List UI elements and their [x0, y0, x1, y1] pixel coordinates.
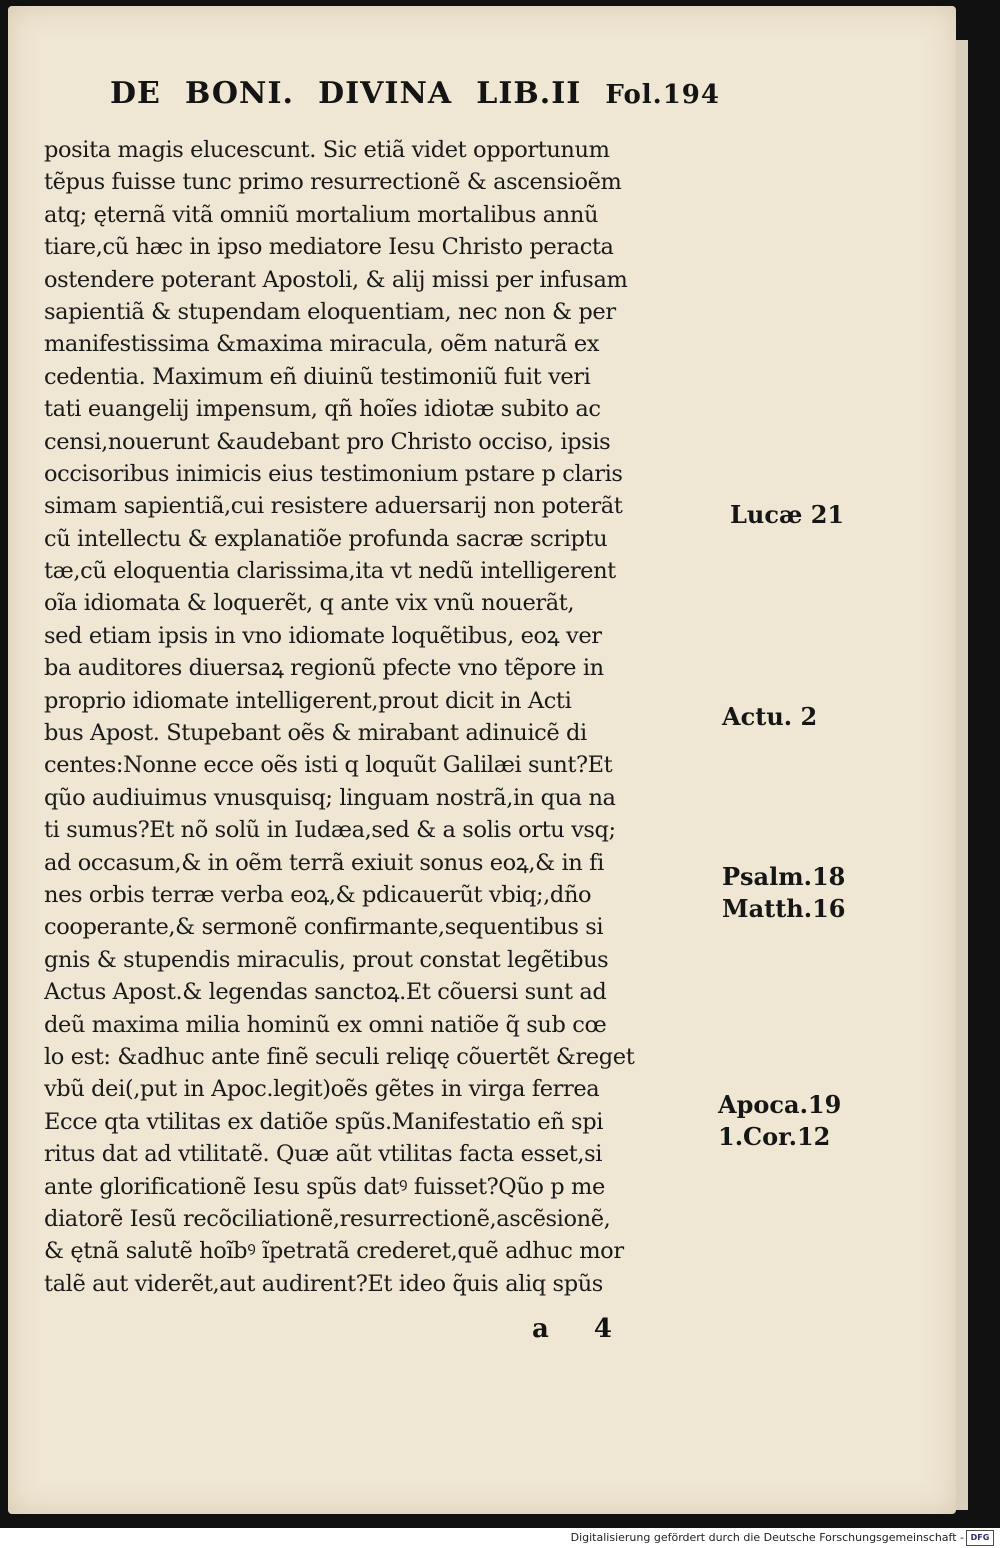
text-line: ba auditores diuersaꝝ regionũ pfecte vno tẽpore in: [44, 655, 604, 682]
margin-note-actu: Actu. 2: [722, 702, 818, 731]
margin-note-psalm: Psalm.18: [722, 862, 846, 891]
text-line: & ętnã salutẽ hoĩbꝰ ĩpetratã crederet,quẽ adhuc mor: [44, 1238, 624, 1265]
text-line: nes orbis terræ verba eoꝝ,& pdicauerũt vbiq;,dño: [44, 881, 592, 908]
text-line: cooperante,& sermonẽ confirmante,sequentibus si: [44, 914, 604, 941]
margin-note-matth: Matth.16: [722, 894, 846, 923]
text-line: Actus Apost.& legendas sanctoꝝ.Et cõuersi sunt ad: [44, 979, 607, 1006]
text-line: atq; ęternã vitã omniũ mortalium mortalibus annũ: [44, 201, 599, 228]
text-line: Ecce qta vtilitas ex datiõe spũs.Manifestatio eñ spi: [44, 1108, 603, 1135]
text-line: tæ,cũ eloquentia clarissima,ita vt nedũ intelligerent: [44, 558, 616, 585]
text-line: sed etiam ipsis in vno idiomate loquẽtibus, eoꝝ ver: [44, 622, 602, 649]
folio-number: Fol.194: [605, 80, 720, 110]
text-line: proprio idiomate intelligerent,prout dicit in Acti: [44, 687, 572, 714]
text-line: tiare,cũ hæc in ipso mediatore Iesu Christo peracta: [44, 234, 614, 261]
footer-credit: Digitalisierung gefördert durch die Deutsche Forschungsgemeinschaft -: [570, 1531, 964, 1544]
text-line: talẽ aut viderẽt,aut audirent?Et ideo q̃uis aliq spũs: [44, 1270, 603, 1297]
text-line: centes:Nonne ecce oẽs isti q loquũt Galilæi sunt?Et: [44, 752, 613, 779]
running-header: [110, 76, 720, 111]
header-de: DE: [110, 76, 161, 111]
margin-note-cor: 1.Cor.12: [718, 1122, 831, 1151]
text-line: censi,nouerunt &audebant pro Christo occiso, ipsis: [44, 428, 611, 455]
header-lib: LIB.II: [476, 76, 582, 111]
text-line: gnis & stupendis miraculis, prout constat legẽtibus: [44, 946, 609, 973]
text-line: ostendere poterant Apostoli, & alij missi per infusam: [44, 266, 628, 293]
text-line: qũo audiuimus vnusquisq; linguam nostrã,in qua na: [44, 784, 616, 811]
text-line: ad occasum,& in oẽm terrã exiuit sonus eoꝝ,& in fi: [44, 849, 604, 876]
text-line: lo est: &adhuc ante finẽ seculi reliqę cõuertẽt &reget: [44, 1043, 635, 1070]
text-line: posita magis elucescunt. Sic etiã videt opportunum: [44, 137, 610, 163]
text-line: simam sapientiã,cui resistere aduersarij non poterãt: [44, 493, 623, 520]
margin-note-apoca: Apoca.19: [718, 1090, 842, 1119]
header-boni: BONI.: [185, 76, 294, 111]
text-line: occisoribus inimicis eius testimonium pstare p claris: [44, 460, 623, 487]
text-line: vbũ dei(,put in Apoc.legit)oẽs gẽtes in virga ferrea: [44, 1076, 600, 1103]
text-line: tẽpus fuisse tunc primo resurrectionẽ & ascensioẽm: [44, 169, 622, 196]
text-line: cũ intellectu & explanatiõe profunda sacræ scriptu: [44, 525, 608, 552]
margin-note-lucae: Lucæ 21: [730, 500, 845, 529]
text-line: ante glorificationẽ Iesu spũs datꝰ fuisset?Qũo p me: [44, 1173, 605, 1200]
text-line: diatorẽ Iesũ recõciliationẽ,resurrectionẽ,ascẽsionẽ,: [44, 1205, 611, 1232]
text-line: bus Apost. Stupebant oẽs & mirabant adinuicẽ di: [44, 720, 587, 747]
signature-mark: a 4: [532, 1314, 630, 1344]
text-line: cedentia. Maximum eñ diuinũ testimoniũ fuit veri: [44, 363, 591, 390]
text-line: deũ maxima milia hominũ ex omni natiõe q̃ sub cœ: [44, 1011, 607, 1038]
dfg-logo: DFG: [966, 1530, 994, 1546]
body-text: [44, 134, 734, 1300]
text-line: sapientiã & stupendam eloquentiam, nec non & per: [44, 298, 616, 325]
text-line: oĩa idiomata & loquerẽt, q ante vix vnũ nouerãt,: [44, 590, 575, 617]
page-edge: [956, 40, 968, 1510]
text-line: ti sumus?Et nõ solũ in Iudæa,sed & a solis ortu vsq;: [44, 817, 616, 844]
text-line: tati euangelij impensum, qñ hoĩes idiotæ subito ac: [44, 396, 601, 423]
header-divina: DIVINA: [318, 76, 453, 111]
text-line: manifestissima &maxima miracula, oẽm naturã ex: [44, 331, 600, 358]
text-line: ritus dat ad vtilitatẽ. Quæ aũt vtilitas facta esset,si: [44, 1141, 603, 1168]
